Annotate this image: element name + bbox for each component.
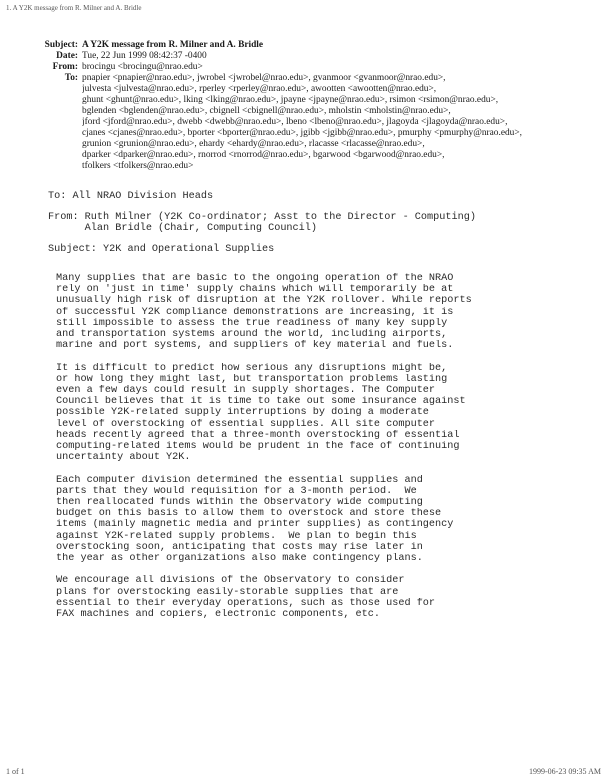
body-line: Each computer division determined the essential supplies and bbox=[56, 474, 423, 486]
body-paragraph bbox=[56, 273, 596, 351]
body-line: possible Y2K-related supply interruptions by doing a moderate bbox=[56, 407, 429, 419]
body-line: items (mainly magnetic media and printer supplies) as contingency bbox=[56, 519, 454, 531]
body-line: budget on this basis to allow them to overstock and store these bbox=[56, 508, 442, 520]
body-line: heads recently agreed that a three-month overstocking of essential bbox=[56, 429, 460, 441]
recipient-line: bglenden <bglenden@nrao.edu>, cbignell <cbignell@nrao.edu>, mholstin <mholstin@nrao.edu>, bbox=[82, 106, 451, 116]
body-line: and transportation systems around the world, including airports, bbox=[56, 329, 448, 341]
recipient-line: grunion <grunion@nrao.edu>, ehardy <ehardy@nrao.edu>, rlacasse <rlacasse@nrao.edu>, bbox=[82, 139, 425, 149]
memo-from-line: Alan Bridle (Chair, Computing Council) bbox=[48, 223, 317, 235]
body-line: of successful Y2K compliance demonstrations are increasing, it is bbox=[56, 306, 454, 318]
date-value: Tue, 22 Jun 1999 08:42:37 -0400 bbox=[82, 51, 207, 61]
body-line: marine and port systems, and suppliers of key material and fuels. bbox=[56, 340, 454, 352]
memo-body bbox=[56, 273, 596, 631]
body-line: It is difficult to predict how serious any disruptions might be, bbox=[56, 362, 448, 374]
body-paragraph bbox=[56, 475, 596, 565]
print-caption: 1. A Y2K message from R. Milner and A. Bridle bbox=[6, 4, 142, 12]
body-line: uncertainty about Y2K. bbox=[56, 452, 191, 464]
recipient-list bbox=[82, 73, 580, 172]
body-line: essential to their everyday operations, such as those used for bbox=[56, 597, 436, 609]
from-row bbox=[20, 62, 580, 73]
date-row bbox=[20, 51, 580, 62]
recipient-line: ghunt <ghunt@nrao.edu>, lking <lking@nrao.edu>, jpayne <jpayne@nrao.edu>, rsimon <rsimon@nrao.edu>, bbox=[82, 95, 499, 105]
to-row bbox=[20, 73, 580, 172]
memo-subject-line: Subject: Y2K and Operational Supplies bbox=[48, 244, 275, 255]
body-line: even a few days could result in supply shortages. The Computer bbox=[56, 385, 436, 397]
body-line: plans for overstocking easily-storable supplies that are bbox=[56, 586, 399, 598]
recipient-line: cjanes <cjanes@nrao.edu>, bporter <bporter@nrao.edu>, jgibb <jgibb@nrao.edu>, pmurphy <pmurphy@nrao.edu>, bbox=[82, 128, 523, 138]
memo-from-block bbox=[48, 212, 588, 235]
memo-from-line: From: Ruth Milner (Y2K Co-ordinator; Asst to the Director - Computing) bbox=[48, 212, 476, 223]
body-line: still impossible to assess the true readiness of many key supply bbox=[56, 317, 448, 329]
body-line: against Y2K-related supply problems. We plan to begin this bbox=[56, 530, 417, 542]
subject-row bbox=[20, 40, 580, 51]
body-line: or how long they might last, but transportation problems lasting bbox=[56, 373, 448, 385]
from-value: brocingu <brocingu@nrao.edu> bbox=[82, 62, 203, 72]
recipient-line: julvesta <julvesta@nrao.edu>, rperley <rperley@nrao.edu>, awootten <awootten@nrao.edu>, bbox=[82, 84, 437, 94]
recipient-line: tfolkers <tfolkers@nrao.edu> bbox=[82, 161, 194, 171]
body-paragraph bbox=[56, 575, 596, 620]
recipient-line: dparker <dparker@nrao.edu>, rnorrod <rnorrod@nrao.edu>, bgarwood <bgarwood@nrao.edu>, bbox=[82, 150, 445, 160]
body-line: Council believes that it is time to take out some insurance against bbox=[56, 396, 466, 408]
body-line: unusually high risk of disruption at the Y2K rollover. While reports bbox=[56, 295, 472, 307]
body-line: then reallocated funds within the Observatory wide computing bbox=[56, 497, 423, 509]
body-line: parts that they would requisition for a 3-month period. We bbox=[56, 485, 417, 497]
memo-to-line: To: All NRAO Division Heads bbox=[48, 191, 214, 202]
body-line: rely on 'just in time' supply chains which will temporarily be at bbox=[56, 284, 454, 296]
email-header bbox=[20, 40, 580, 172]
subject-label: Subject: bbox=[44, 40, 78, 50]
subject-value: A Y2K message from R. Milner and A. Bridle bbox=[82, 40, 264, 50]
body-line: Many supplies that are basic to the ongoing operation of the NRAO bbox=[56, 273, 454, 284]
print-timestamp: 1999-06-23 09:35 AM bbox=[529, 767, 601, 776]
body-line: FAX machines and copiers, electronic components, etc. bbox=[56, 609, 381, 621]
body-paragraph bbox=[56, 363, 596, 464]
date-label: Date: bbox=[56, 51, 78, 61]
body-line: level of overstocking of essential supplies. All site computer bbox=[56, 418, 436, 430]
body-line: We encourage all divisions of the Observatory to consider bbox=[56, 575, 405, 587]
recipient-line: jford <jford@nrao.edu>, dwebb <dwebb@nrao.edu>, lbeno <lbeno@nrao.edu>, jlagoyda <jlagoyda@nrao.edu>, bbox=[82, 117, 508, 127]
body-line: overstocking soon, anticipating that costs may rise later in bbox=[56, 541, 423, 553]
recipient-line: pnapier <pnapier@nrao.edu>, jwrobel <jwrobel@nrao.edu>, gvanmoor <gvanmoor@nrao.edu>, bbox=[82, 73, 446, 83]
page-count: 1 of 1 bbox=[6, 767, 25, 776]
from-label: From: bbox=[52, 62, 78, 72]
body-line: computing-related items would be prudent in the face of continuing bbox=[56, 441, 460, 453]
body-line: the year as other organizations also make contingency plans. bbox=[56, 553, 423, 565]
to-label: To: bbox=[64, 73, 78, 83]
